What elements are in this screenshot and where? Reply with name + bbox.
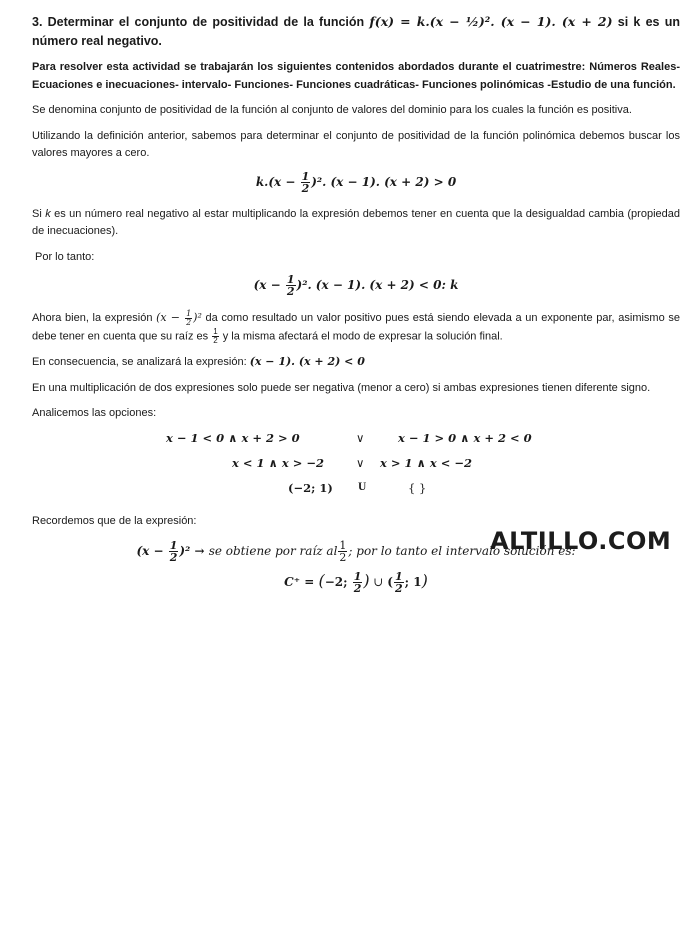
or-symbol: ∨: [356, 430, 365, 445]
sign-change-paragraph: Si k es un número real negativo al estar multiplicando la expresión debemos tener en cuenta que la desigualdad cambia (propiedad de inecuaciones).: [32, 207, 680, 237]
analysis-paragraph: En consecuencia, se analizará la expresión: (x − 1). (x + 2) < 0: [32, 355, 365, 369]
therefore-label: Por lo tanto:: [35, 250, 95, 263]
option-1-row1: x − 1 < 0 ∧ x + 2 > 0: [166, 430, 300, 445]
option-1-row2: x < 1 ∧ x > −2: [232, 455, 324, 470]
square-term-paragraph: Ahora bien, la expresión (x − $\frac{1}{2}$ )² da como resultado un valor positivo pues está siendo elevada a un exponente par, asimismo se debe tener en cuenta que su raíz es $\frac{1}{2}$ y la misma afectará el modo de expresar la solución final.: [32, 308, 680, 345]
inequality-1: k.(x − $\frac{1}{2}$ )². (x − 1). (x + 2) > 0: [255, 169, 457, 195]
title-tail: si k es un número real negativo.: [32, 15, 681, 48]
title-formula: f(x) = k.(x − ½)². (x − 1). (x + 2): [369, 14, 613, 29]
option-2-row2: x > 1 ∧ x < −2: [380, 455, 472, 470]
inequality-2: (x − $\frac{1}{2}$ )². (x − 1). (x + 2) < 0: k: [253, 273, 459, 298]
union-symbol: U: [358, 480, 367, 493]
contents-paragraph: Para resolver esta actividad se trabajarán los siguientes contenidos abordados durante el cuatrimestre: Números Reales- Ecuaciones e inecuaciones- intervalo- Funciones- Funciones cuadráticas- Funciones polinómicas -Estudio de una función.: [32, 61, 680, 91]
option-1-result: (−2; 1): [288, 480, 333, 495]
recall-label: Recordemos que de la expresión:: [32, 514, 197, 527]
solution-set: C⁺ = (−2; $\frac{1}{2}$ ) ∪ ( $\frac{1}{2}$ ; 1): [284, 570, 428, 596]
title-lead: 3. Determinar el conjunto de positividad de la función: [32, 15, 370, 29]
options-table: [32, 431, 680, 505]
option-2-result: { }: [408, 480, 427, 495]
or-symbol: ∨: [356, 455, 365, 470]
root-statement: (x − $\frac{1}{2}$ )² → se obtiene por raíz al $\frac{1}{2}$ ; por lo tanto el intervalo solución es:: [136, 539, 576, 565]
definition-paragraph: Se denomina conjunto de positividad de la función al conjunto de valores del dominio para los cuales la función es positiva.: [32, 104, 632, 116]
sign-rule-paragraph: En una multiplicación de dos expresiones solo puede ser negativa (menor a cero) si ambas expresiones tienen diferente signo.: [32, 381, 651, 394]
option-2-row1: x − 1 > 0 ∧ x + 2 < 0: [398, 430, 532, 445]
exercise-title: [32, 12, 680, 51]
document-page: [32, 12, 680, 600]
altillo-watermark: ALTILLO.COM: [490, 527, 672, 555]
options-label: Analicemos las opciones:: [32, 407, 157, 420]
method-paragraph: Utilizando la definición anterior, sabemos para determinar el conjunto de positividad de la función polinómica debemos buscar los valores mayores a cero.: [32, 129, 680, 159]
